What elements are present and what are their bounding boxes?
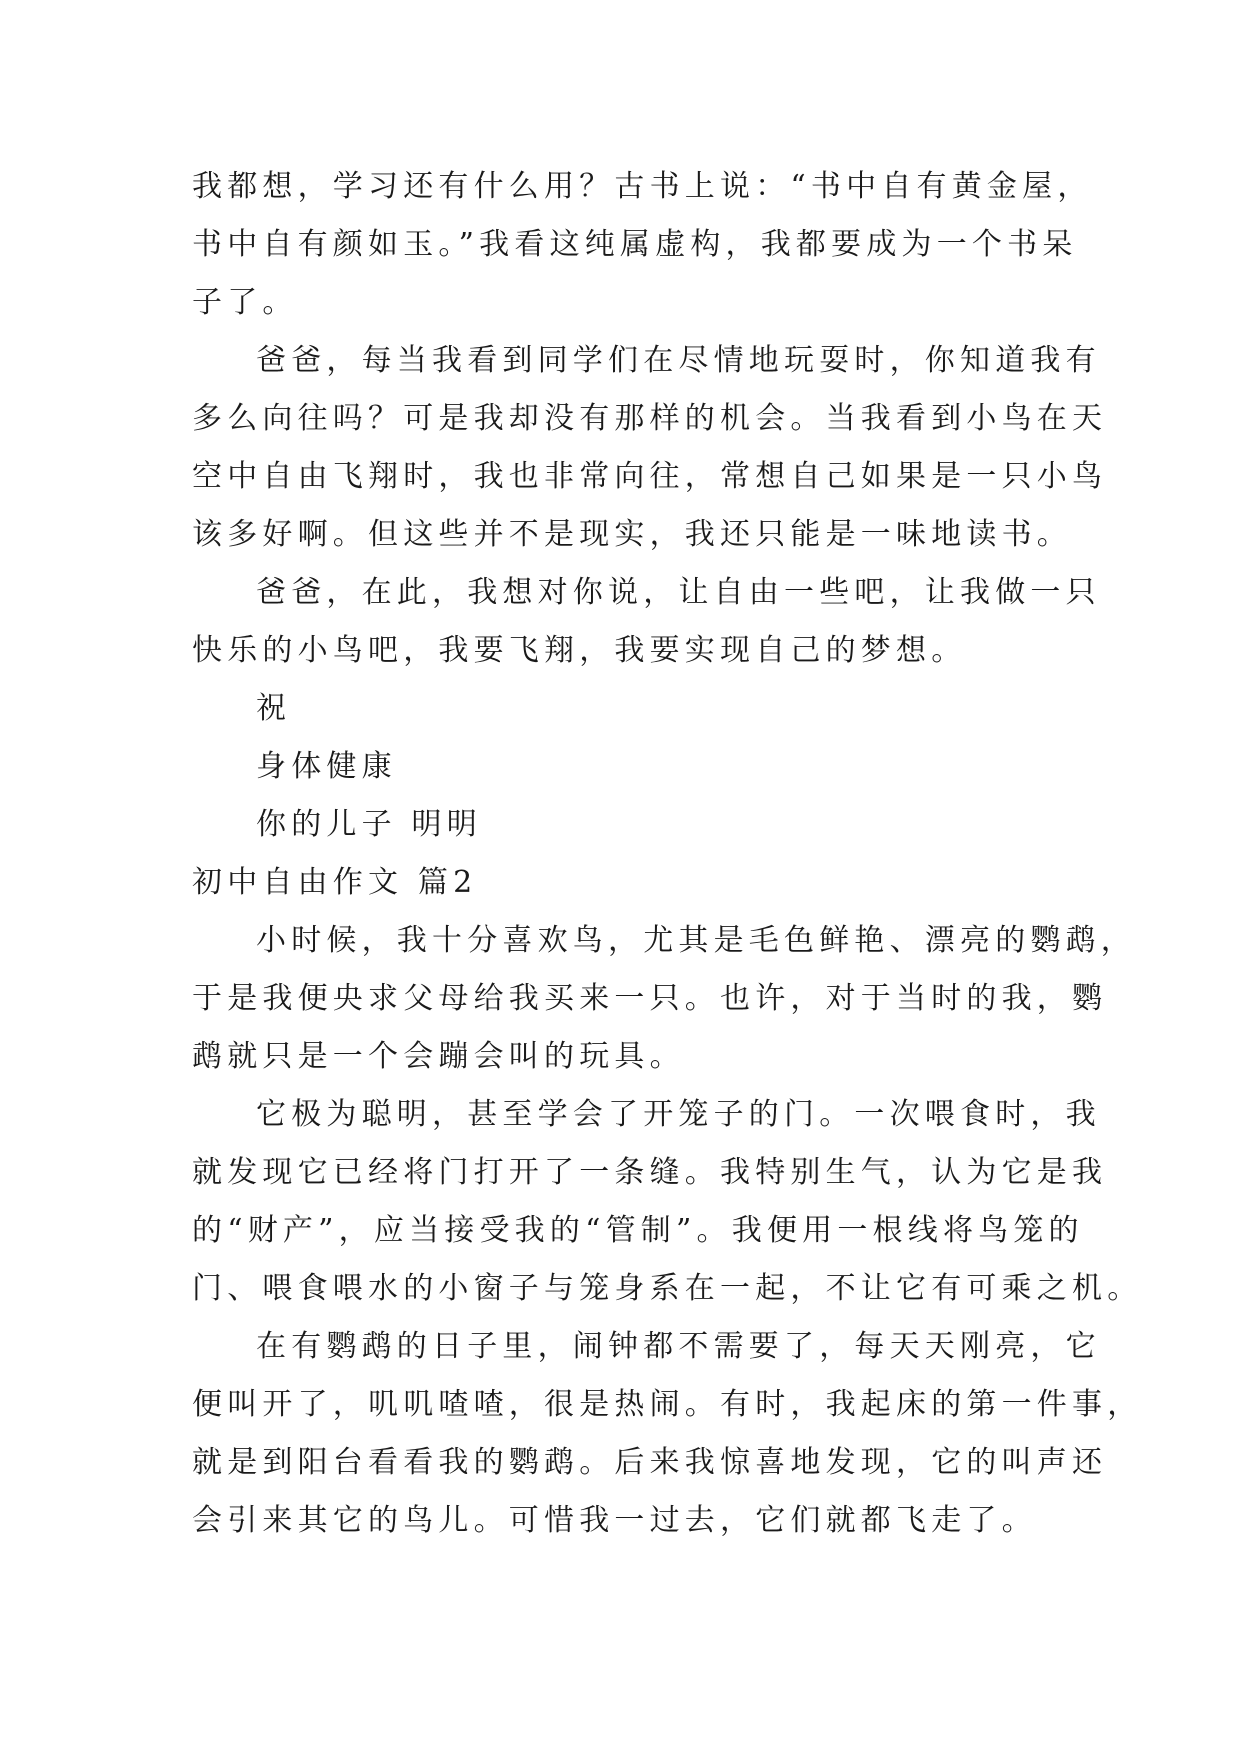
text-line: 的“财产”，应当接受我的“管制”。我便用一根线将鸟笼的 (192, 1213, 1084, 1248)
closing-wish: 身体健康 (256, 749, 397, 784)
essay-text (192, 158, 1143, 1550)
text-line: 会引来其它的鸟儿。可惜我一过去，它们就都飞走了。 (192, 1503, 1037, 1538)
text-line: 于是我便央求父母给我买来一只。也许，对于当时的我，鹦 (192, 981, 1108, 1016)
text-line: 爸爸，在此，我想对你说，让自由一些吧，让我做一只 (256, 575, 1101, 610)
text-line: 就是到阳台看看我的鹦鹉。后来我惊喜地发现，它的叫声还 (192, 1445, 1108, 1480)
closing-salutation: 祝 (256, 691, 292, 726)
text-line: 我都想，学习还有什么用？古书上说：“书中自有黄金屋， (192, 169, 1093, 204)
text-line: 鹉就只是一个会蹦会叫的玩具。 (192, 1039, 685, 1074)
text-line: 快乐的小鸟吧，我要飞翔，我要实现自己的梦想。 (192, 633, 967, 668)
text-line: 子了。 (192, 285, 298, 320)
text-line: 门、喂食喂水的小窗子与笼身系在一起，不让它有可乘之机。 (192, 1271, 1143, 1306)
text-line: 该多好啊。但这些并不是现实，我还只能是一味地读书。 (192, 517, 1072, 552)
text-line: 它极为聪明，甚至学会了开笼子的门。一次喂食时，我 (256, 1097, 1101, 1132)
text-line: 在有鹦鹉的日子里，闹钟都不需要了，每天天刚亮，它 (256, 1329, 1101, 1364)
text-line: 爸爸，每当我看到同学们在尽情地玩耍时，你知道我有 (256, 343, 1101, 378)
text-line: 小时候，我十分喜欢鸟，尤其是毛色鲜艳、漂亮的鹦鹉， (256, 923, 1136, 958)
text-line: 空中自由飞翔时，我也非常向往，常想自己如果是一只小鸟 (192, 459, 1108, 494)
text-line: 多么向往吗？可是我却没有那样的机会。当我看到小鸟在天 (192, 401, 1108, 436)
text-line: 便叫开了，叽叽喳喳，很是热闹。有时，我起床的第一件事， (192, 1387, 1143, 1422)
section-heading: 初中自由作文 篇2 (192, 865, 478, 900)
signature: 你的儿子 明明 (256, 807, 482, 842)
text-line: 就发现它已经将门打开了一条缝。我特别生气，认为它是我 (192, 1155, 1108, 1190)
text-line: 书中自有颜如玉。”我看这纯属虚构，我都要成为一个书呆 (192, 227, 1078, 262)
